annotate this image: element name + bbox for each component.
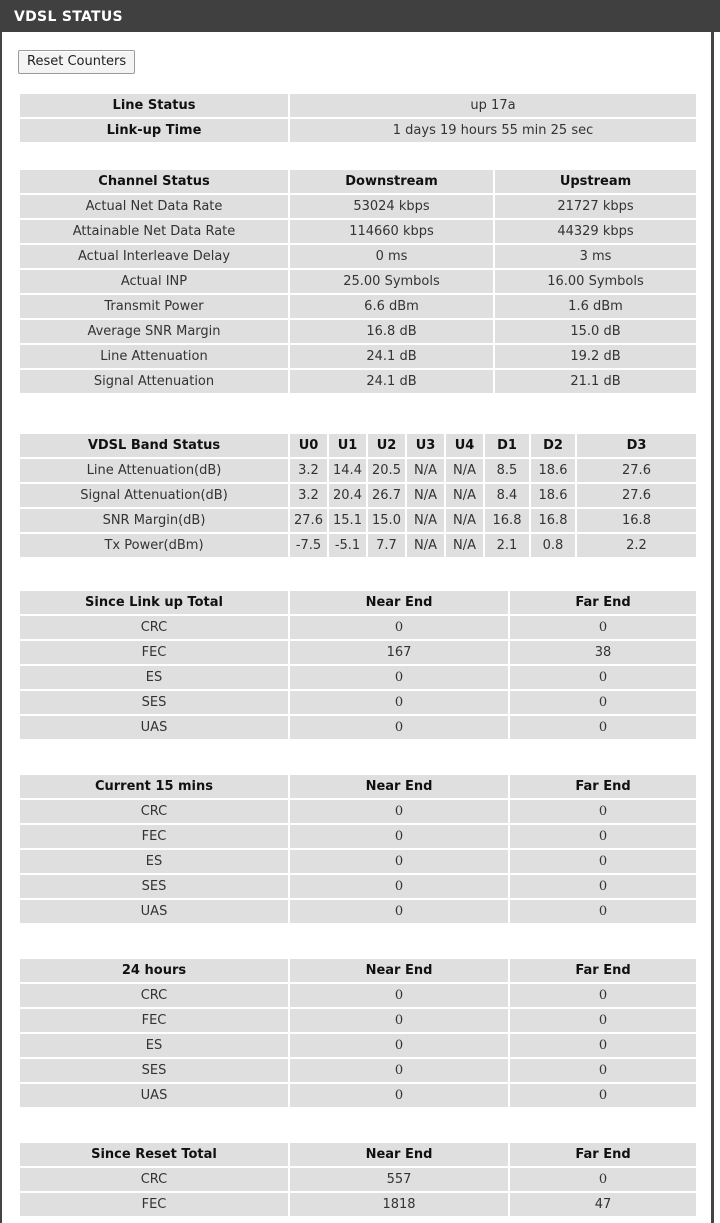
table-cell: 15.0 dB bbox=[495, 320, 696, 343]
table-cell: 0 bbox=[510, 900, 696, 923]
table-cell: N/A bbox=[407, 509, 444, 532]
table-cell: 2.1 bbox=[485, 534, 529, 557]
table-row bbox=[20, 1193, 696, 1216]
table-cell: 16.8 dB bbox=[290, 320, 493, 343]
table-row bbox=[20, 691, 696, 714]
table-cell: 0 bbox=[290, 900, 508, 923]
column-header: U1 bbox=[329, 434, 366, 457]
table-cell: 0 bbox=[510, 616, 696, 639]
table-cell: Tx Power(dBm) bbox=[20, 534, 288, 557]
table-row bbox=[20, 825, 696, 848]
table-cell: 3 ms bbox=[495, 245, 696, 268]
table-cell: 0 bbox=[290, 1034, 508, 1057]
table-cell: 18.6 bbox=[531, 484, 575, 507]
table-cell: 14.4 bbox=[329, 459, 366, 482]
table-cell: Average SNR Margin bbox=[20, 320, 288, 343]
table-cell: ES bbox=[20, 666, 288, 689]
table-cell: N/A bbox=[407, 484, 444, 507]
table-cell: 0 bbox=[510, 984, 696, 1007]
table-row bbox=[20, 245, 696, 268]
table-cell: 0 bbox=[510, 1009, 696, 1032]
table-cell: CRC bbox=[20, 984, 288, 1007]
table-cell: SES bbox=[20, 1059, 288, 1082]
link-up-time-value: 1 days 19 hours 55 min 25 sec bbox=[290, 119, 696, 142]
table-header-row bbox=[20, 434, 696, 457]
table-cell: 53024 kbps bbox=[290, 195, 493, 218]
table-cell: UAS bbox=[20, 1084, 288, 1107]
table-cell: 0 bbox=[510, 666, 696, 689]
table-row bbox=[20, 716, 696, 739]
table-cell: N/A bbox=[407, 534, 444, 557]
table-cell: 557 bbox=[290, 1168, 508, 1191]
table-cell: 0 bbox=[290, 984, 508, 1007]
table-cell: 0 bbox=[510, 1084, 696, 1107]
table-cell: 0 bbox=[290, 800, 508, 823]
table-cell: 0 bbox=[510, 825, 696, 848]
table-row bbox=[20, 220, 696, 243]
column-header: D1 bbox=[485, 434, 529, 457]
table-cell: -7.5 bbox=[290, 534, 327, 557]
table-cell: 0 bbox=[290, 716, 508, 739]
table-cell: Actual Interleave Delay bbox=[20, 245, 288, 268]
table-cell: 15.1 bbox=[329, 509, 366, 532]
table-cell: 8.5 bbox=[485, 459, 529, 482]
table-cell: 114660 kbps bbox=[290, 220, 493, 243]
table-cell: 3.2 bbox=[290, 459, 327, 482]
table-cell: Signal Attenuation(dB) bbox=[20, 484, 288, 507]
table-cell: 0 bbox=[510, 800, 696, 823]
table-row bbox=[20, 641, 696, 664]
table-row bbox=[20, 509, 696, 532]
table-cell: 0 bbox=[510, 691, 696, 714]
table-row bbox=[20, 900, 696, 923]
table-row bbox=[20, 666, 696, 689]
table-row bbox=[20, 94, 696, 117]
table-cell: 8.4 bbox=[485, 484, 529, 507]
current-15-mins-table bbox=[18, 773, 698, 925]
table-cell: ES bbox=[20, 1034, 288, 1057]
table-cell: 0 bbox=[290, 666, 508, 689]
column-header: Far End bbox=[510, 959, 696, 982]
table-cell: 0 bbox=[510, 875, 696, 898]
table-cell: 1818 bbox=[290, 1193, 508, 1216]
table-cell: 0 bbox=[510, 850, 696, 873]
table-cell: 0 bbox=[290, 1009, 508, 1032]
table-cell: 0 bbox=[290, 1084, 508, 1107]
table-cell: Actual Net Data Rate bbox=[20, 195, 288, 218]
table-cell: 16.8 bbox=[531, 509, 575, 532]
table-row bbox=[20, 119, 696, 142]
table-cell: 24.1 dB bbox=[290, 345, 493, 368]
table-cell: 0 bbox=[290, 850, 508, 873]
table-cell: 0 bbox=[510, 1034, 696, 1057]
table-cell: 1.6 dBm bbox=[495, 295, 696, 318]
table-cell: N/A bbox=[446, 484, 483, 507]
table-cell: 0 bbox=[290, 1059, 508, 1082]
table-cell: Actual INP bbox=[20, 270, 288, 293]
table-cell: 0 bbox=[290, 691, 508, 714]
table-cell: SES bbox=[20, 875, 288, 898]
24-hours-table bbox=[18, 957, 698, 1109]
table-cell: FEC bbox=[20, 1193, 288, 1216]
table-row bbox=[20, 195, 696, 218]
table-row bbox=[20, 984, 696, 1007]
column-header: D2 bbox=[531, 434, 575, 457]
since-link-up-table bbox=[18, 589, 698, 741]
table-row bbox=[20, 295, 696, 318]
table-cell: 16.00 Symbols bbox=[495, 270, 696, 293]
table-cell: 6.6 dBm bbox=[290, 295, 493, 318]
table-cell: SES bbox=[20, 691, 288, 714]
table-cell: Line Attenuation(dB) bbox=[20, 459, 288, 482]
table-cell: 167 bbox=[290, 641, 508, 664]
table-cell: 0 bbox=[290, 616, 508, 639]
table-header-row bbox=[20, 170, 696, 193]
column-header: U4 bbox=[446, 434, 483, 457]
table-row bbox=[20, 616, 696, 639]
table-cell: 15.0 bbox=[368, 509, 405, 532]
line-status-table bbox=[18, 92, 698, 144]
table-cell: 19.2 dB bbox=[495, 345, 696, 368]
line-status-label: Line Status bbox=[20, 94, 288, 117]
table-cell: 0 bbox=[510, 1059, 696, 1082]
table-cell: Transmit Power bbox=[20, 295, 288, 318]
column-header: Since Link up Total bbox=[20, 591, 288, 614]
table-cell: 27.6 bbox=[290, 509, 327, 532]
table-row bbox=[20, 1059, 696, 1082]
column-header: U3 bbox=[407, 434, 444, 457]
table-cell: CRC bbox=[20, 800, 288, 823]
line-status-value: up 17a bbox=[290, 94, 696, 117]
table-cell: N/A bbox=[446, 459, 483, 482]
table-cell: 20.4 bbox=[329, 484, 366, 507]
column-header: Far End bbox=[510, 591, 696, 614]
table-cell: N/A bbox=[407, 459, 444, 482]
table-cell: 21.1 dB bbox=[495, 370, 696, 393]
channel-status-table bbox=[18, 168, 698, 395]
table-cell: N/A bbox=[446, 509, 483, 532]
column-header: Near End bbox=[290, 959, 508, 982]
column-header: VDSL Band Status bbox=[20, 434, 288, 457]
table-cell: Attainable Net Data Rate bbox=[20, 220, 288, 243]
table-cell: FEC bbox=[20, 825, 288, 848]
since-reset-table bbox=[18, 1141, 698, 1218]
table-cell: 21727 kbps bbox=[495, 195, 696, 218]
table-row bbox=[20, 800, 696, 823]
column-header: U2 bbox=[368, 434, 405, 457]
table-row bbox=[20, 370, 696, 393]
table-header-row bbox=[20, 959, 696, 982]
table-cell: 7.7 bbox=[368, 534, 405, 557]
table-cell: UAS bbox=[20, 716, 288, 739]
column-header: Far End bbox=[510, 775, 696, 798]
table-cell: 16.8 bbox=[485, 509, 529, 532]
table-cell: ES bbox=[20, 850, 288, 873]
table-cell: FEC bbox=[20, 641, 288, 664]
table-row bbox=[20, 1009, 696, 1032]
table-cell: CRC bbox=[20, 1168, 288, 1191]
column-header: Channel Status bbox=[20, 170, 288, 193]
table-header-row bbox=[20, 1143, 696, 1166]
table-row bbox=[20, 459, 696, 482]
table-cell: 0 ms bbox=[290, 245, 493, 268]
page-title: VDSL STATUS bbox=[0, 0, 720, 32]
table-cell: 18.6 bbox=[531, 459, 575, 482]
table-cell: 24.1 dB bbox=[290, 370, 493, 393]
table-cell: -5.1 bbox=[329, 534, 366, 557]
band-status-table bbox=[18, 432, 698, 559]
table-cell: Signal Attenuation bbox=[20, 370, 288, 393]
reset-counters-button[interactable]: Reset Counters bbox=[18, 50, 135, 74]
column-header: 24 hours bbox=[20, 959, 288, 982]
table-cell: 26.7 bbox=[368, 484, 405, 507]
table-cell: 3.2 bbox=[290, 484, 327, 507]
table-cell: Line Attenuation bbox=[20, 345, 288, 368]
table-cell: 25.00 Symbols bbox=[290, 270, 493, 293]
table-cell: 0 bbox=[510, 1168, 696, 1191]
table-row bbox=[20, 850, 696, 873]
table-row bbox=[20, 1034, 696, 1057]
table-cell: 0 bbox=[510, 716, 696, 739]
column-header: Far End bbox=[510, 1143, 696, 1166]
column-header: Current 15 mins bbox=[20, 775, 288, 798]
table-row bbox=[20, 484, 696, 507]
table-row bbox=[20, 534, 696, 557]
table-cell: 44329 kbps bbox=[495, 220, 696, 243]
column-header: Since Reset Total bbox=[20, 1143, 288, 1166]
table-cell: 0.8 bbox=[531, 534, 575, 557]
table-header-row bbox=[20, 775, 696, 798]
column-header: Near End bbox=[290, 775, 508, 798]
table-cell: UAS bbox=[20, 900, 288, 923]
table-cell: 27.6 bbox=[577, 484, 696, 507]
table-row bbox=[20, 320, 696, 343]
column-header: U0 bbox=[290, 434, 327, 457]
table-row bbox=[20, 1168, 696, 1191]
table-cell: FEC bbox=[20, 1009, 288, 1032]
column-header: Near End bbox=[290, 1143, 508, 1166]
table-cell: 47 bbox=[510, 1193, 696, 1216]
column-header: Near End bbox=[290, 591, 508, 614]
table-cell: 0 bbox=[290, 875, 508, 898]
table-header-row bbox=[20, 591, 696, 614]
table-cell: N/A bbox=[446, 534, 483, 557]
link-up-time-label: Link-up Time bbox=[20, 119, 288, 142]
table-cell: SNR Margin(dB) bbox=[20, 509, 288, 532]
table-row bbox=[20, 345, 696, 368]
column-header: D3 bbox=[577, 434, 696, 457]
table-row bbox=[20, 270, 696, 293]
table-cell: 20.5 bbox=[368, 459, 405, 482]
table-cell: 27.6 bbox=[577, 459, 696, 482]
column-header: Downstream bbox=[290, 170, 493, 193]
table-row bbox=[20, 1084, 696, 1107]
table-cell: 16.8 bbox=[577, 509, 696, 532]
column-header: Upstream bbox=[495, 170, 696, 193]
table-cell: 38 bbox=[510, 641, 696, 664]
table-cell: 0 bbox=[290, 825, 508, 848]
table-row bbox=[20, 875, 696, 898]
table-cell: 2.2 bbox=[577, 534, 696, 557]
table-cell: CRC bbox=[20, 616, 288, 639]
